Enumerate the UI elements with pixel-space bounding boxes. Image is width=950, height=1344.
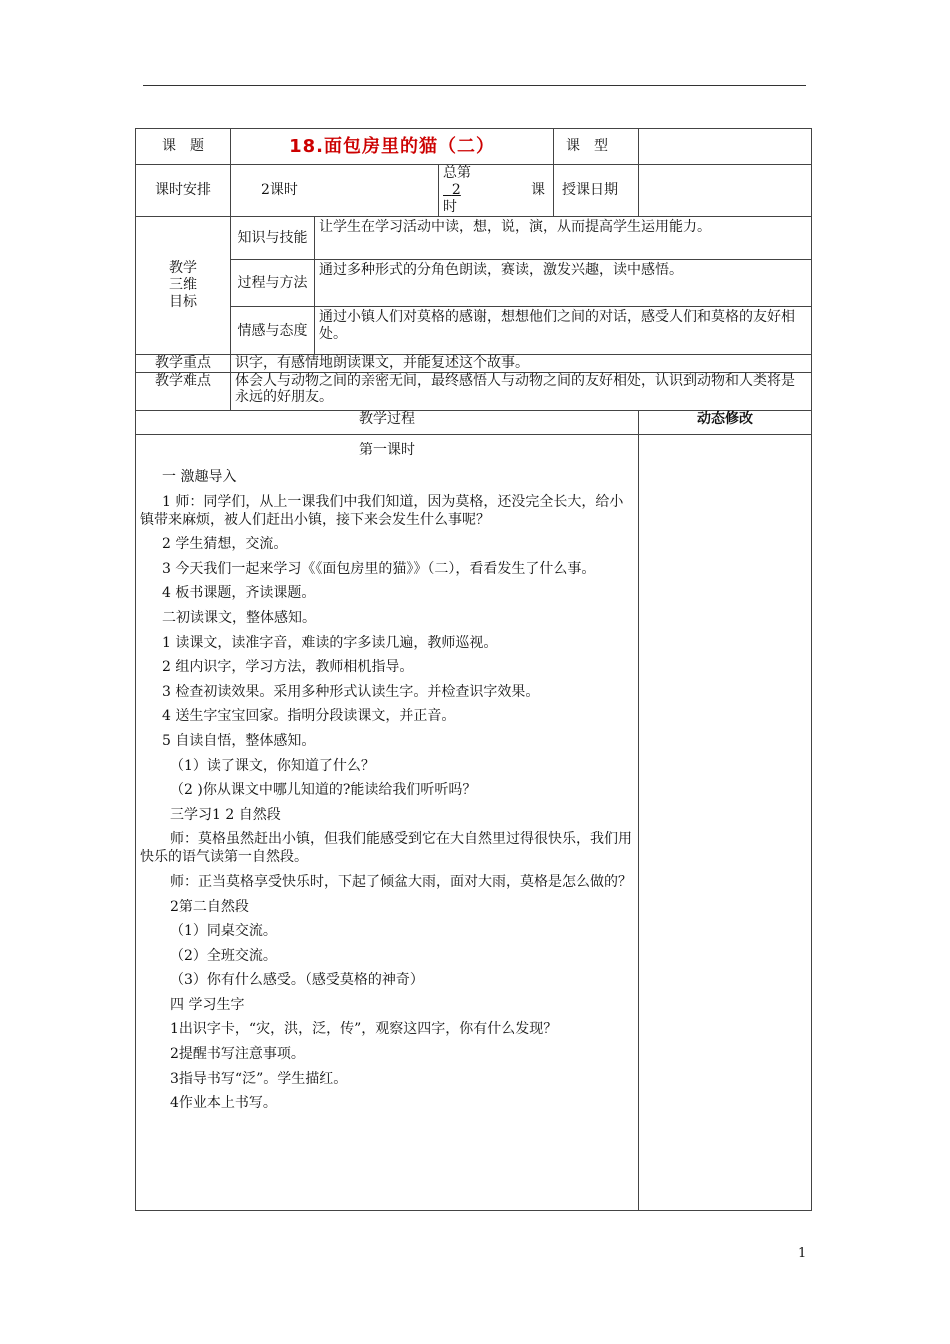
process-line: 2提醒书写注意事项。 xyxy=(170,1046,305,1063)
process-line: 2 组内识字，学习方法，教师相机指导。 xyxy=(162,659,414,676)
process-line: （2）全班交流。 xyxy=(170,947,277,964)
process-line: 3 检查初读效果。采用多种形式认读生字。并检查识字效果。 xyxy=(162,683,540,700)
process-header: 教学过程 xyxy=(136,411,639,435)
process-line: 4 送生字宝宝回家。指明分段读课文，并正音。 xyxy=(162,708,456,725)
row-key-point xyxy=(136,355,812,373)
process-line: 2第二自然段 xyxy=(170,898,249,915)
goal-label-process: 过程与方法 xyxy=(231,260,315,307)
goal-text-knowledge: 让学生在学习活动中读，想，说，演，从而提高学生运用能力。 xyxy=(315,217,812,260)
date-value xyxy=(639,165,812,217)
process-line: 一 激趣导入 xyxy=(162,469,237,485)
goal-label-knowledge: 知识与技能 xyxy=(231,217,315,260)
edit-header: 动态修改 xyxy=(639,411,812,435)
process-content xyxy=(136,435,639,1211)
row-goal-process xyxy=(136,260,812,307)
process-line: 1 读课文，读准字音，难读的字多读几遍，教师巡视。 xyxy=(162,634,498,651)
total-lessons xyxy=(439,165,554,217)
type-label: 课 型 xyxy=(554,129,639,165)
process-line: 5 自读自悟，整体感知。 xyxy=(162,732,316,749)
process-line: 3指导书写“泛”。学生描红。 xyxy=(170,1070,348,1087)
row-lesson xyxy=(136,129,812,165)
goal-text-emotion: 通过小镇人们对莫格的感谢，想想他们之间的对话，感受人们和莫格的友好相处。 xyxy=(315,307,812,355)
process-line: 师：正当莫格享受快乐时，下起了倾盆大雨，面对大雨，莫格是怎么做的？ xyxy=(170,873,632,890)
row-process-header xyxy=(136,411,812,435)
lesson-plan-table xyxy=(135,128,812,1211)
row-difficulty xyxy=(136,373,812,411)
header-rule xyxy=(143,85,806,86)
key-point-label: 教学重点 xyxy=(136,355,231,373)
process-line: 4作业本上书写。 xyxy=(170,1095,277,1112)
process-line: （3）你有什么感受。（感受莫格的神奇） xyxy=(170,972,424,989)
goal-text-process: 通过多种形式的分角色朗读，赛读，激发兴趣，读中感悟。 xyxy=(315,260,812,307)
difficulty-label: 教学难点 xyxy=(136,373,231,411)
process-line: 3 今天我们一起来学习《《面包房里的猫》》（二），看看发生了什么事。 xyxy=(162,560,596,577)
row-process-body xyxy=(136,435,812,1211)
process-line: （1）同桌交流。 xyxy=(170,923,277,940)
process-line: 4 板书课题，齐读课题。 xyxy=(162,585,316,602)
process-line: 三学习1 2 自然段 xyxy=(170,806,281,823)
lesson-title: 18.面包房里的猫（二） xyxy=(231,129,554,165)
process-line: 师：莫格虽然赶出小镇，但我们能感受到它在大自然里过得很快乐，我们用快乐的语气读第一自然段。 xyxy=(140,831,632,866)
goals-label: 教学三维目标 xyxy=(136,217,231,355)
goal-label-emotion: 情感与态度 xyxy=(231,307,315,355)
process-line: 1出识字卡，“灾，洪，泛，传”，观察这四字，你有什么发现？ xyxy=(170,1021,558,1038)
process-line: （1）读了课文，你知道了什么？ xyxy=(170,757,375,774)
key-point-text: 识字，有感情地朗读课文，并能复述这个故事。 xyxy=(231,355,812,373)
lesson-label: 课 题 xyxy=(136,129,231,165)
schedule-value: 2课时 xyxy=(231,165,439,217)
total-suffix: 课时 xyxy=(443,182,545,215)
row-goal-emotion xyxy=(136,307,812,355)
row-schedule xyxy=(136,165,812,217)
total-value: 2 xyxy=(451,182,461,198)
difficulty-text: 体会人与动物之间的亲密无间，最终感悟人与动物之间的友好相处，认识到动物和人类将是永远的好朋友。 xyxy=(231,373,812,411)
type-value xyxy=(639,129,812,165)
date-label: 授课日期 xyxy=(554,165,639,217)
process-line: 1 师：同学们，从上一课我们中我们知道，因为莫格，还没完全长大，给小镇带来麻烦，被人们赶出小镇，接下来会发生什么事呢？ xyxy=(140,493,624,528)
process-line: 2 学生猜想，交流。 xyxy=(162,536,288,553)
schedule-label: 课时安排 xyxy=(136,165,231,217)
process-line: 二初读课文，整体感知。 xyxy=(162,609,316,626)
total-prefix: 总第 xyxy=(443,165,471,181)
process-line: 第一课时 xyxy=(359,442,415,458)
process-line: （2 )你从课文中哪儿知道的?能读给我们听听吗？ xyxy=(170,782,477,799)
row-goal-knowledge xyxy=(136,217,812,260)
process-line: 四 学习生字 xyxy=(170,996,245,1013)
edit-column xyxy=(639,435,812,1211)
page-number: 1 xyxy=(798,1246,807,1261)
